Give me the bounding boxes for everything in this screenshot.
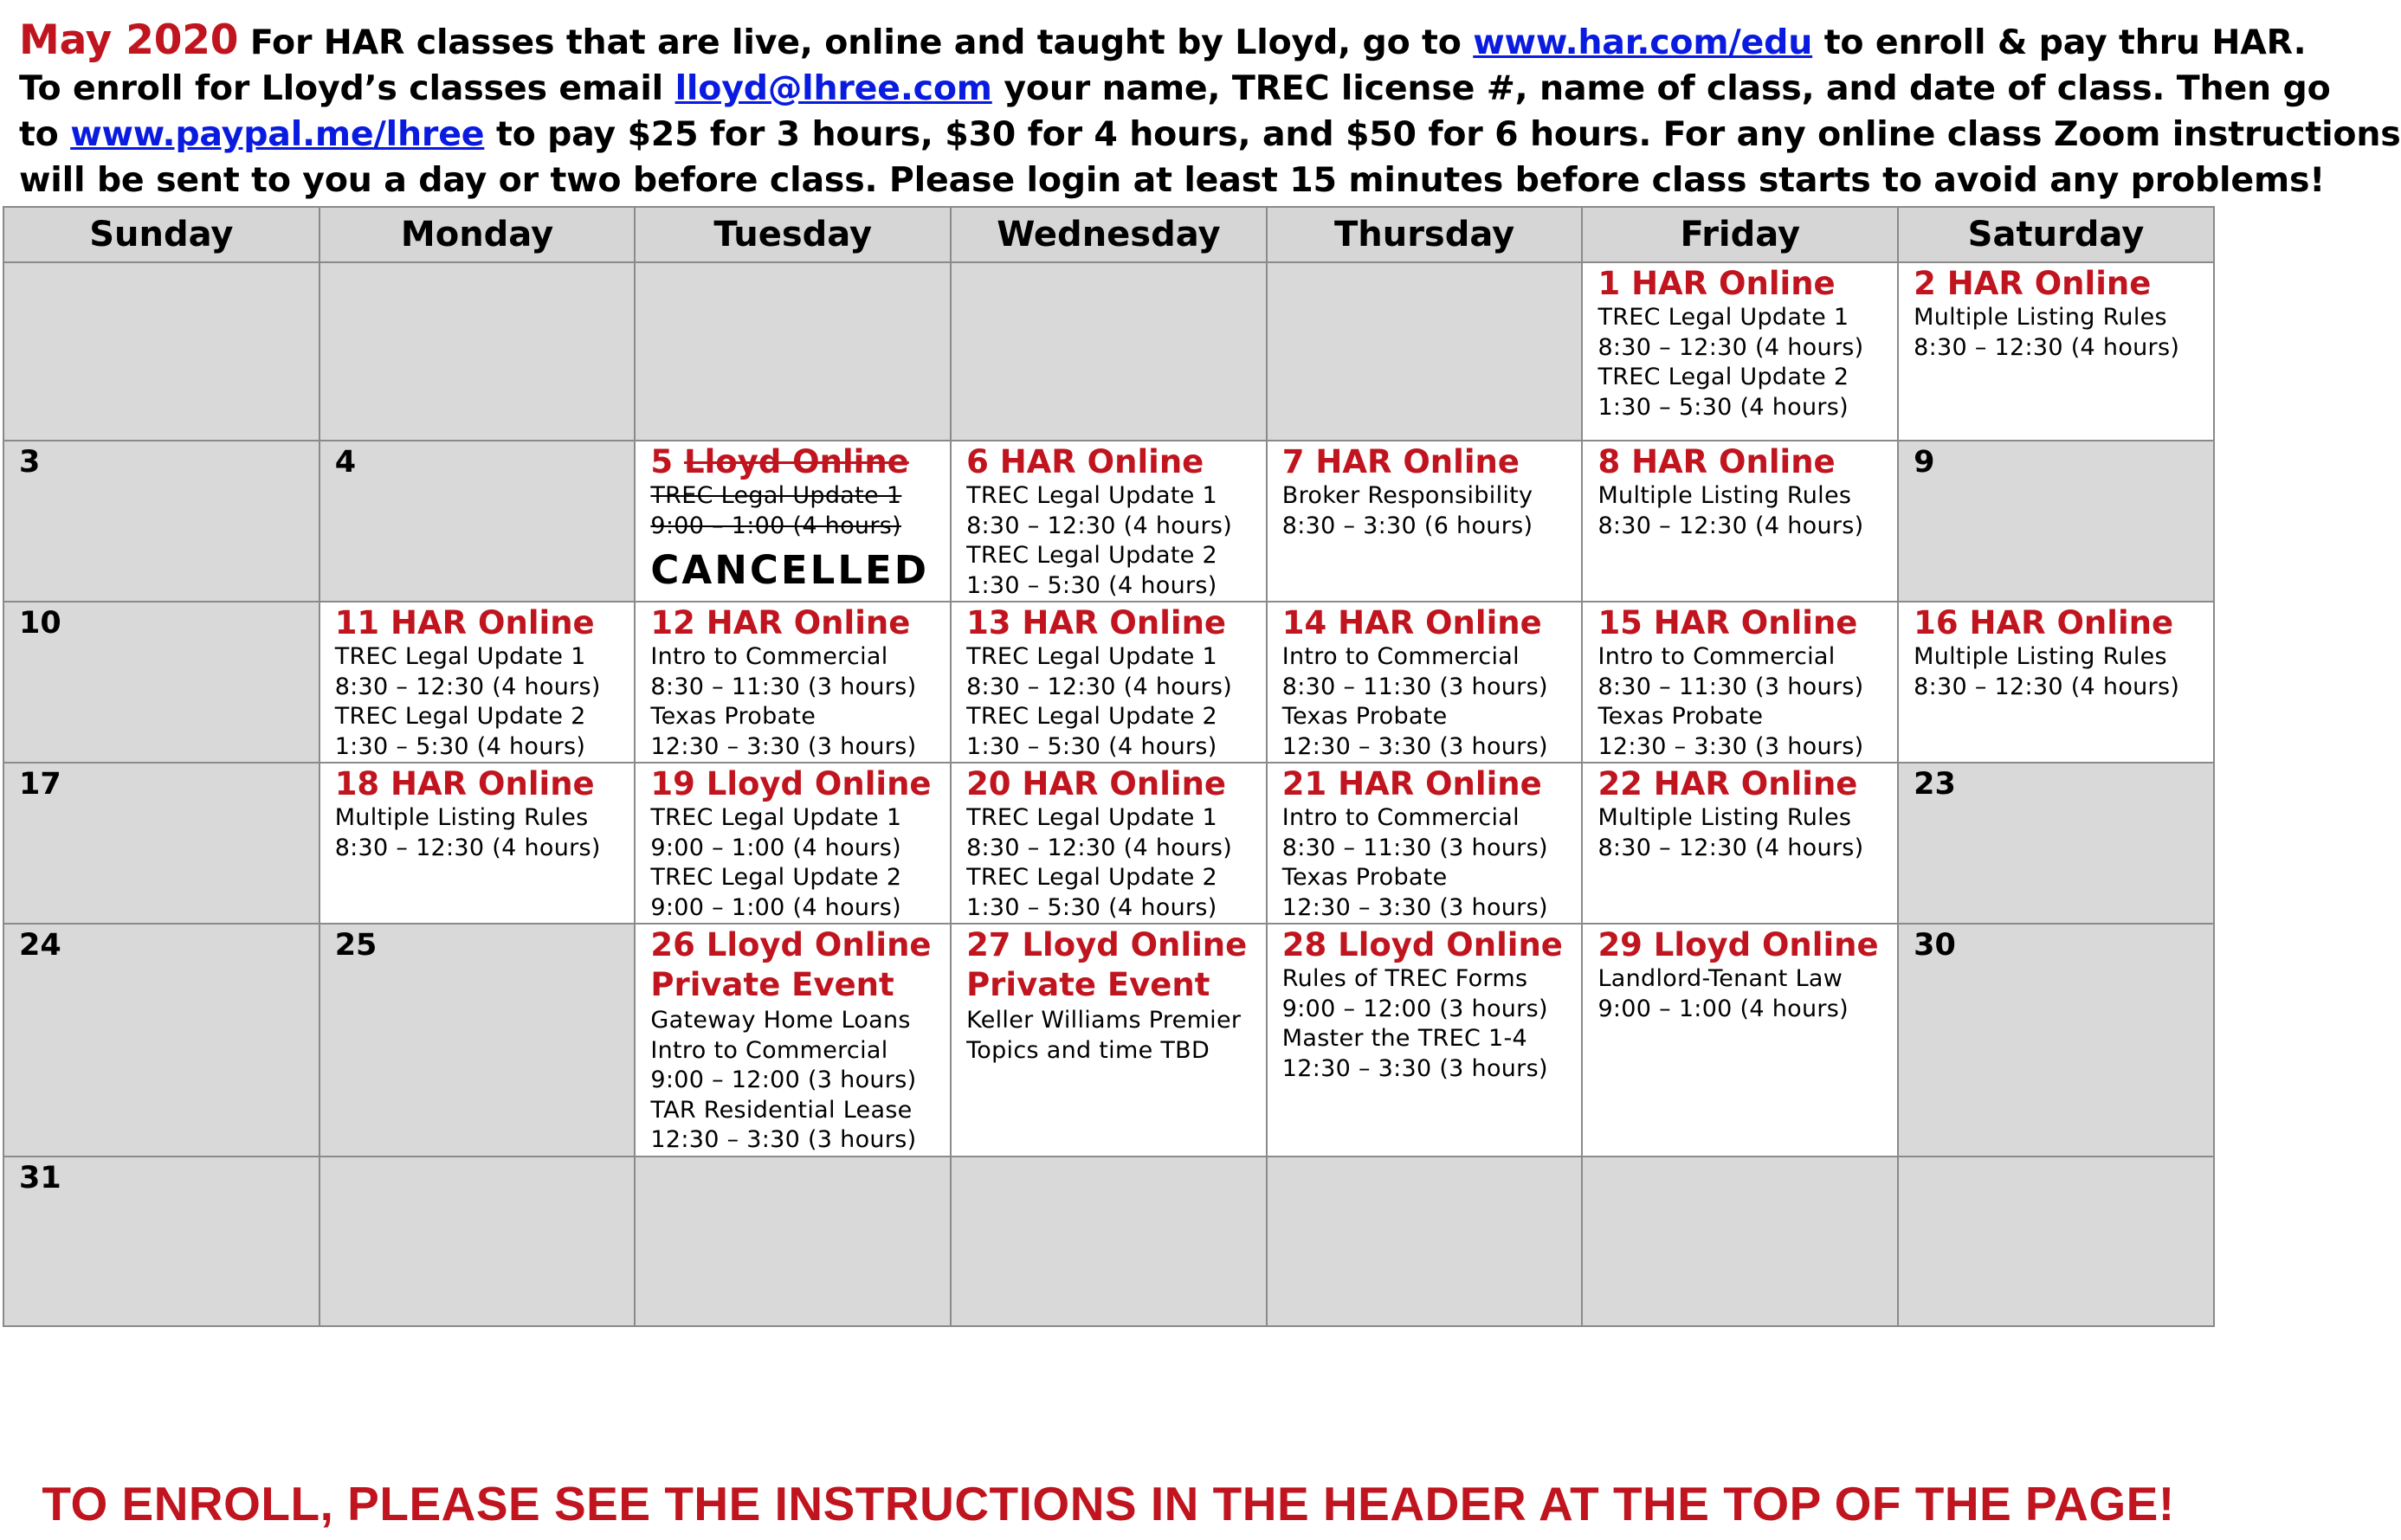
class-line: Multiple Listing Rules: [1914, 643, 2167, 670]
struck-title: Lloyd Online: [684, 443, 909, 480]
class-line: 9:00 – 1:00 (4 hours): [650, 893, 901, 921]
class-title: 19 Lloyd Online: [650, 765, 932, 802]
class-title: 13 HAR Online: [966, 604, 1227, 641]
class-title: 29 Lloyd Online: [1597, 926, 1879, 963]
header-line-1: [19, 16, 2307, 66]
class-line: 12:30 – 3:30 (3 hours): [650, 1126, 917, 1153]
class-line: TREC Legal Update 1: [334, 643, 586, 670]
class-line: 8:30 – 12:30 (4 hours): [334, 834, 601, 861]
page-header: [19, 16, 2401, 203]
class-line: Multiple Listing Rules: [334, 804, 589, 831]
class-line: TREC Legal Update 1: [966, 804, 1218, 831]
class-title: 1 HAR Online: [1597, 265, 1836, 302]
day-number: 24: [19, 928, 61, 963]
day-number: 25: [334, 928, 378, 963]
class-line: 12:30 – 3:30 (3 hours): [1281, 893, 1548, 921]
day-cell: [319, 1157, 636, 1326]
class-line: 8:30 – 12:30 (4 hours): [966, 512, 1233, 539]
class-title: 14 HAR Online: [1281, 604, 1542, 641]
class-line: Broker Responsibility: [1281, 482, 1533, 509]
cancelled-class-title: [650, 443, 950, 481]
day-cell: [1267, 262, 1583, 441]
class-line: 1:30 – 5:30 (4 hours): [334, 732, 586, 760]
header-text: to: [19, 114, 59, 154]
week-row: [3, 441, 2214, 602]
cancelled-label: CANCELLED: [650, 547, 930, 593]
class-line: 1:30 – 5:30 (4 hours): [1597, 393, 1849, 421]
enroll-footer: TO ENROLL, PLEASE SEE THE INSTRUCTIONS IN THE HEADER AT THE TOP OF THE PAGE!: [42, 1477, 2175, 1530]
class-line: TREC Legal Update 2: [1597, 364, 1849, 390]
day-number: 9: [1914, 445, 1935, 480]
event-subtitle: Private Event: [966, 966, 1210, 1003]
class-line: 12:30 – 3:30 (3 hours): [1281, 732, 1548, 760]
class-line: Landlord-Tenant Law: [1597, 965, 1843, 992]
class-line: 9:00 – 1:00 (4 hours): [1597, 995, 1849, 1022]
day-cell: [3, 763, 319, 924]
class-title: 15 HAR Online: [1597, 604, 1858, 641]
class-title: 7 HAR Online: [1281, 443, 1520, 480]
weekday-header-row: [3, 207, 2214, 262]
class-title: 22 HAR Online: [1597, 765, 1858, 802]
day-cell: [319, 763, 636, 924]
header-text: For HAR classes that are live, online and taught by Lloyd, go to: [249, 23, 1462, 62]
class-line: 8:30 – 12:30 (4 hours): [1597, 512, 1864, 539]
class-title: 26 Lloyd Online: [650, 926, 932, 963]
day-cell: [1267, 1157, 1583, 1326]
class-line: 8:30 – 12:30 (4 hours): [966, 673, 1233, 700]
week-row: [3, 262, 2214, 441]
weekday-saturday: Saturday: [1898, 207, 2214, 262]
class-line: 1:30 – 5:30 (4 hours): [966, 571, 1217, 599]
class-line: Intro to Commercial: [650, 1036, 888, 1064]
paypal-link[interactable]: www.paypal.me/lhree: [70, 114, 485, 154]
class-title: 20 HAR Online: [966, 765, 1227, 802]
struck-class-line: 9:00 – 1:00 (4 hours): [650, 512, 901, 539]
class-line: 8:30 – 11:30 (3 hours): [1597, 673, 1864, 700]
weekday-sunday: Sunday: [3, 207, 319, 262]
day-cell: [635, 763, 951, 924]
month-title: May 2020: [19, 16, 239, 64]
class-line: TREC Legal Update 2: [650, 864, 902, 891]
class-line: 9:00 – 1:00 (4 hours): [650, 834, 901, 861]
class-line: 8:30 – 12:30 (4 hours): [1597, 834, 1864, 861]
class-line: 8:30 – 11:30 (3 hours): [1281, 673, 1548, 700]
class-title: 16 HAR Online: [1914, 604, 2174, 641]
day-cell: [3, 1157, 319, 1326]
class-line: 8:30 – 12:30 (4 hours): [1914, 673, 2180, 700]
week-row: [3, 924, 2214, 1157]
header-line-2: [19, 66, 2331, 112]
weekday-wednesday: Wednesday: [951, 207, 1267, 262]
class-line: Multiple Listing Rules: [1914, 304, 2167, 331]
day-cell: [319, 602, 636, 763]
day-number: 4: [334, 445, 357, 480]
class-line: TREC Legal Update 1: [966, 482, 1218, 509]
class-line: Texas Probate: [1597, 703, 1764, 730]
header-text: to enroll & pay thru HAR.: [1823, 23, 2307, 62]
day-cell: [635, 1157, 951, 1326]
class-line: 12:30 – 3:30 (3 hours): [1597, 732, 1864, 760]
class-line: 1:30 – 5:30 (4 hours): [966, 732, 1217, 760]
day-cell: [3, 924, 319, 1157]
class-line: Gateway Home Loans: [650, 1007, 911, 1034]
class-line: Topics and time TBD: [966, 1036, 1210, 1064]
day-cell: [1582, 441, 1898, 602]
class-line: Texas Probate: [1281, 864, 1448, 891]
header-text: to pay $25 for 3 hours, $30 for 4 hours, and $50 for 6 hours. For any online class Zoom instructions: [495, 114, 2401, 154]
class-line: TREC Legal Update 1: [1597, 304, 1849, 331]
weekday-thursday: Thursday: [1267, 207, 1583, 262]
header-text: your name, TREC license #, name of class, and date of class. Then go: [1004, 68, 2331, 108]
class-line: Rules of TREC Forms: [1281, 965, 1528, 992]
class-line: TREC Legal Update 2: [966, 864, 1218, 891]
class-line: TAR Residential Lease: [650, 1096, 913, 1124]
class-line: 8:30 – 12:30 (4 hours): [334, 673, 601, 700]
day-cell: [1898, 924, 2214, 1157]
class-line: TREC Legal Update 1: [650, 804, 902, 831]
week-row: [3, 1157, 2214, 1326]
day-number: 17: [19, 767, 61, 802]
day-cell: [1582, 924, 1898, 1157]
class-line: Keller Williams Premier: [966, 1007, 1242, 1034]
day-number: 5: [650, 443, 674, 480]
calendar-grid: [3, 206, 2215, 1327]
event-subtitle: Private Event: [650, 966, 894, 1003]
class-line: Multiple Listing Rules: [1597, 482, 1852, 509]
day-cell: [635, 602, 951, 763]
day-cell: [951, 924, 1267, 1157]
day-cell: [1267, 763, 1583, 924]
class-line: 8:30 – 12:30 (4 hours): [1597, 333, 1864, 361]
header-text: To enroll for Lloyd’s classes email: [19, 68, 664, 108]
day-number: 3: [19, 445, 41, 480]
header-line-4: will be sent to you a day or two before class. Please login at least 15 minutes before class starts to avoid any problems!: [19, 160, 2326, 200]
class-line: Intro to Commercial: [1597, 643, 1836, 670]
day-cell: [1898, 1157, 2214, 1326]
weekday-monday: Monday: [319, 207, 636, 262]
day-cell: [1582, 602, 1898, 763]
day-cell: [1582, 763, 1898, 924]
class-line: 12:30 – 3:30 (3 hours): [650, 732, 917, 760]
class-line: 1:30 – 5:30 (4 hours): [966, 893, 1217, 921]
day-cell: [635, 924, 951, 1157]
class-line: TREC Legal Update 1: [966, 643, 1218, 670]
calendar-body: [3, 262, 2214, 1326]
day-cell: [319, 924, 636, 1157]
day-number: 10: [19, 606, 61, 641]
class-line: TREC Legal Update 2: [334, 703, 586, 730]
day-number: 31: [19, 1160, 61, 1195]
weekday-friday: Friday: [1582, 207, 1898, 262]
class-line: 8:30 – 3:30 (6 hours): [1281, 512, 1533, 539]
class-title: 12 HAR Online: [650, 604, 911, 641]
day-cell: [951, 1157, 1267, 1326]
day-cell: [1267, 441, 1583, 602]
class-title: 11 HAR Online: [334, 604, 595, 641]
class-line: 8:30 – 11:30 (3 hours): [650, 673, 917, 700]
har-edu-link[interactable]: www.har.com/edu: [1473, 23, 1813, 62]
header-line-3: [19, 112, 2401, 158]
day-cell: [1582, 1157, 1898, 1326]
class-line: Texas Probate: [1281, 703, 1448, 730]
class-line: TREC Legal Update 2: [966, 542, 1218, 569]
day-cell: [3, 602, 319, 763]
class-line: Texas Probate: [650, 703, 816, 730]
day-cell: [1898, 602, 2214, 763]
day-number: 23: [1914, 767, 1956, 802]
class-line: 8:30 – 11:30 (3 hours): [1281, 834, 1548, 861]
class-line: Intro to Commercial: [1281, 804, 1520, 831]
day-cell: [1898, 441, 2214, 602]
day-cell: [1267, 602, 1583, 763]
class-line: Master the TREC 1-4: [1281, 1025, 1527, 1052]
class-line: 8:30 – 12:30 (4 hours): [1914, 333, 2180, 361]
class-title: 28 Lloyd Online: [1281, 926, 1563, 963]
class-line: Intro to Commercial: [650, 643, 888, 670]
day-cell: [1898, 763, 2214, 924]
class-title: 2 HAR Online: [1914, 265, 2152, 302]
class-line: 8:30 – 12:30 (4 hours): [966, 834, 1233, 861]
class-title: 27 Lloyd Online: [966, 926, 1248, 963]
day-cell: [3, 262, 319, 441]
struck-class-line: TREC Legal Update 1: [650, 482, 902, 509]
day-cell: [951, 763, 1267, 924]
class-line: Intro to Commercial: [1281, 643, 1520, 670]
week-row: [3, 763, 2214, 924]
class-line: 9:00 – 12:00 (3 hours): [1281, 995, 1548, 1022]
class-line: 9:00 – 12:00 (3 hours): [650, 1066, 917, 1093]
class-title: 6 HAR Online: [966, 443, 1204, 480]
day-cell: [319, 262, 636, 441]
class-title: 8 HAR Online: [1597, 443, 1836, 480]
day-cell: [3, 441, 319, 602]
day-cell: [1267, 924, 1583, 1157]
day-cell: [319, 441, 636, 602]
day-cell: [951, 441, 1267, 602]
day-cell: [1582, 262, 1898, 441]
class-title: 18 HAR Online: [334, 765, 595, 802]
email-link[interactable]: lloyd@lhree.com: [674, 68, 992, 108]
day-cell: [951, 262, 1267, 441]
day-cell: [635, 262, 951, 441]
class-line: Multiple Listing Rules: [1597, 804, 1852, 831]
day-number: 30: [1914, 928, 1956, 963]
day-cell: [635, 441, 951, 602]
class-line: TREC Legal Update 2: [966, 703, 1218, 730]
day-cell: [1898, 262, 2214, 441]
class-line: 12:30 – 3:30 (3 hours): [1281, 1054, 1548, 1082]
weekday-tuesday: Tuesday: [635, 207, 951, 262]
class-title: 21 HAR Online: [1281, 765, 1542, 802]
week-row: [3, 602, 2214, 763]
day-cell: [951, 602, 1267, 763]
